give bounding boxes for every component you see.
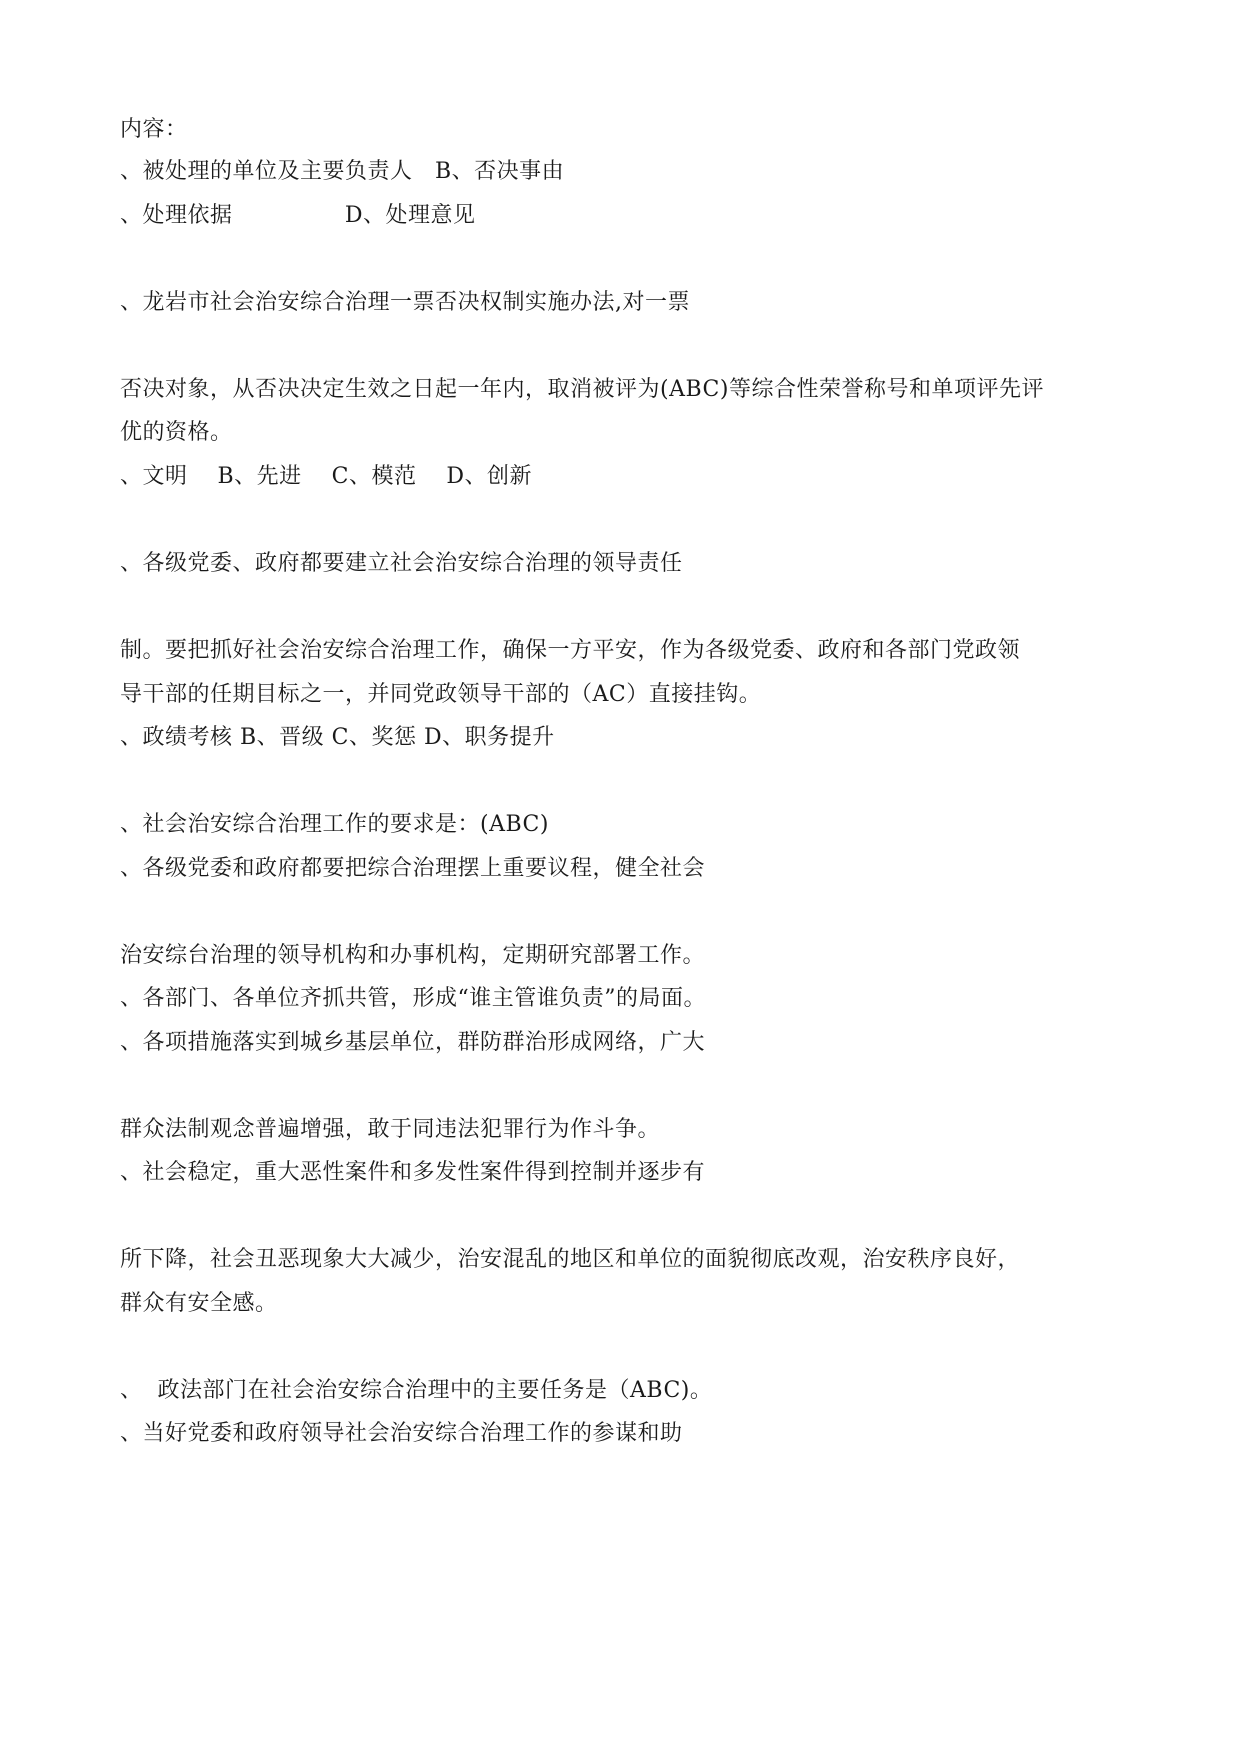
text-line: 所下降，社会丑恶现象大大减少，治安混乱的地区和单位的面貌彻底改观，治安秩序良好， (120, 1247, 1021, 1272)
text-line: 治安综台治理的领导机构和办事机构，定期研究部署工作。 (120, 943, 706, 968)
text-line: 导干部的任期目标之一，并同党政领导干部的（AC）直接挂钩。 (120, 682, 762, 707)
text-line: 群众法制观念普遍增强，敢于同违法犯罪行为作斗争。 (120, 1117, 661, 1142)
text-line: 否决对象，从否决决定生效之日起一年内，取消被评为(ABC)等综合性荣誉称号和单项评先评 (120, 377, 1044, 402)
text-line: 、 政法部门在社会治安综合治理中的主要任务是（ABC)。 (120, 1378, 713, 1403)
text-line: 、政绩考核 B、晋级 C、奖惩 D、职务提升 (120, 725, 555, 750)
text-line: 制。要把抓好社会治安综合治理工作，确保一方平安，作为各级党委、政府和各部门党政领 (120, 638, 1021, 663)
text-line: 、各级党委和政府都要把综合治理摆上重要议程，健全社会 (120, 856, 706, 881)
text-line: 优的资格。 (120, 420, 233, 445)
text-line: 、文明 B、先进 C、模范 D、创新 (120, 464, 533, 489)
text-line: 内容： (120, 117, 188, 142)
text-line: 、社会治安综合治理工作的要求是：(ABC) (120, 812, 549, 837)
text-line: 、各部门、各单位齐抓共管，形成“谁主管谁负责”的局面。 (120, 986, 706, 1011)
text-line: 、当好党委和政府领导社会治安综合治理工作的参谋和助 (120, 1421, 683, 1446)
text-line: 、各项措施落实到城乡基层单位，群防群治形成网络，广大 (120, 1030, 706, 1055)
text-line: 、社会稳定，重大恶性案件和多发性案件得到控制并逐步有 (120, 1160, 706, 1185)
text-line: 、处理依据 D、处理意见 (120, 203, 476, 228)
text-line: 、龙岩市社会治安综合治理一票否决权制实施办法,对一票 (120, 290, 690, 315)
text-line: 、各级党委、政府都要建立社会治安综合治理的领导责任 (120, 551, 683, 576)
text-line: 群众有安全感。 (120, 1291, 278, 1316)
text-line: 、被处理的单位及主要负责人 B、否决事由 (120, 159, 565, 184)
